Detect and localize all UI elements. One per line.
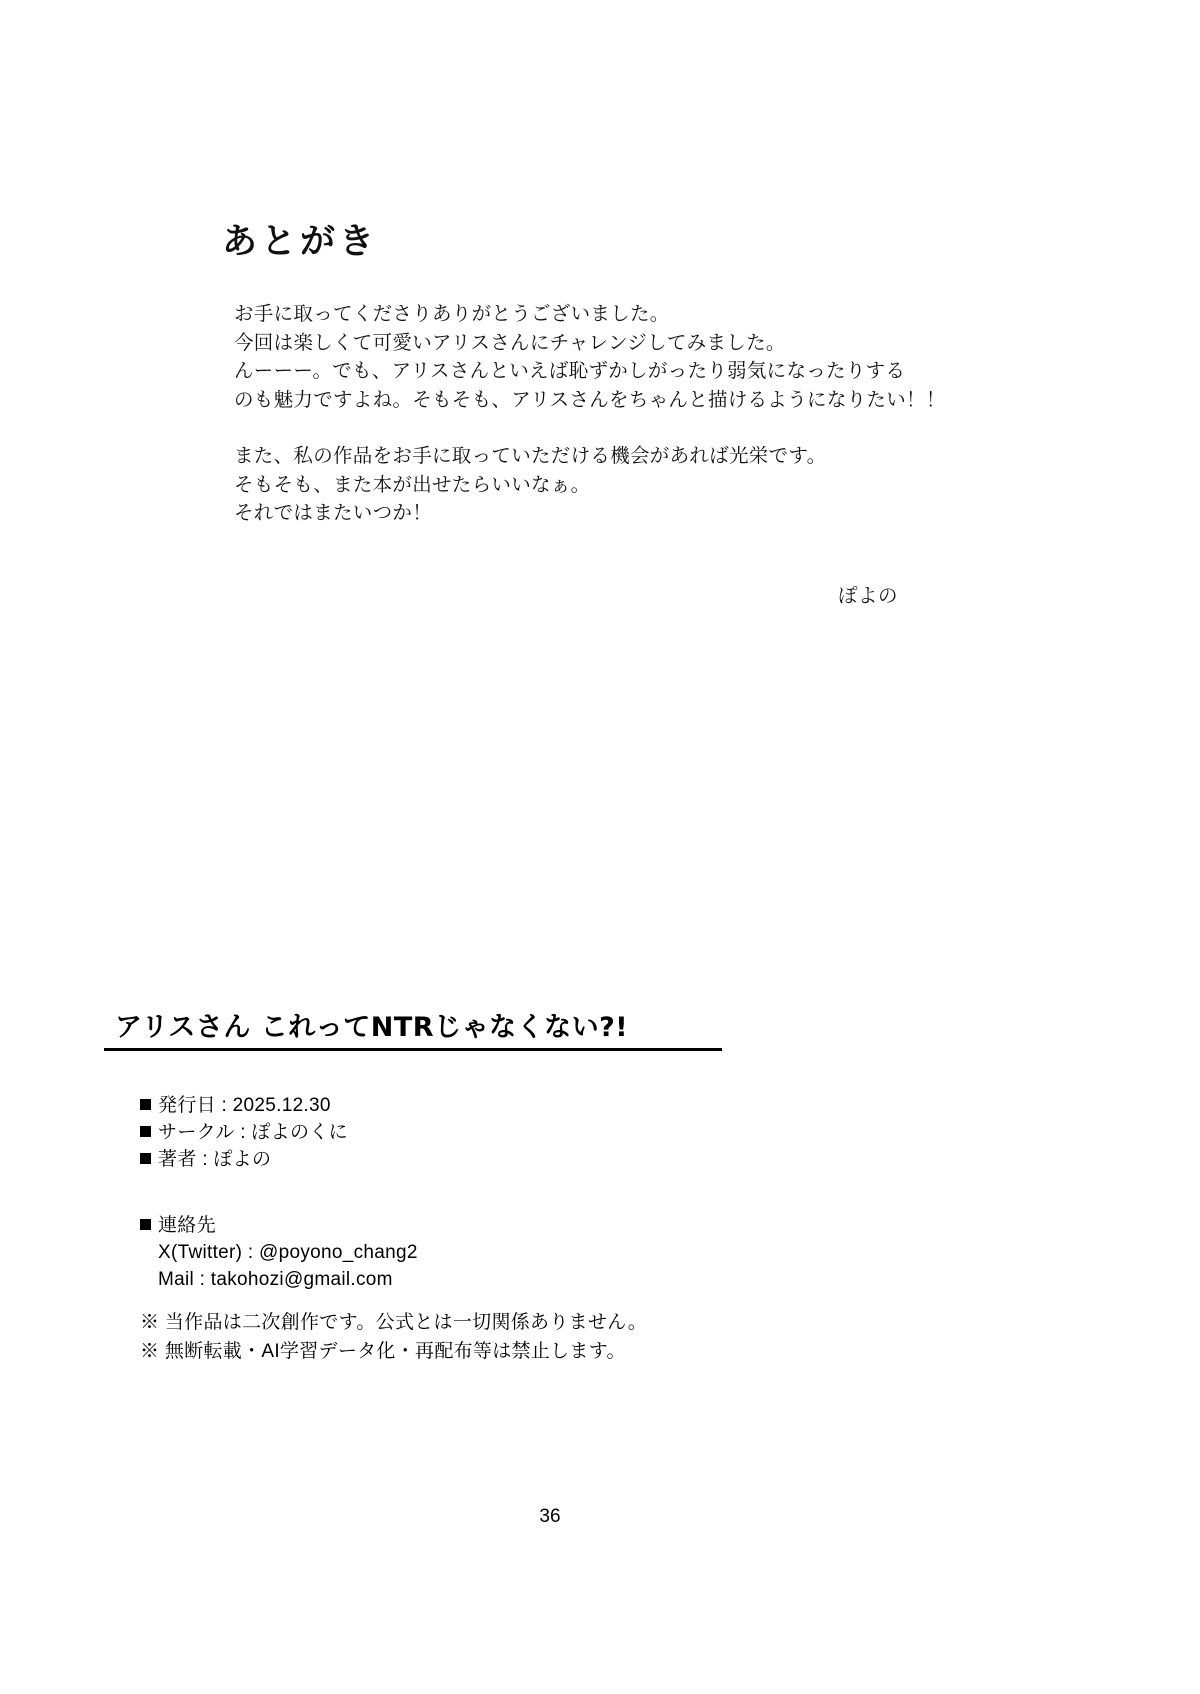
notes-block xyxy=(140,1308,647,1366)
colophon-info-label: 著者 xyxy=(158,1149,197,1170)
bullet-square-icon xyxy=(140,1153,151,1164)
afterword-line: のも魅力ですよね。そもそも、アリスさんをちゃんと描けるようになりたい！！ xyxy=(234,388,946,411)
colophon-info-list xyxy=(140,1092,348,1173)
colophon-info-separator: : xyxy=(234,1122,252,1143)
colophon-info-value: 2025.12.30 xyxy=(232,1095,331,1116)
note-line: ※ 当作品は二次創作です。公式とは一切関係ありません。 xyxy=(140,1312,648,1333)
afterword-line: それではまたいつか！ xyxy=(234,502,433,524)
contact-block xyxy=(140,1212,418,1293)
colophon-info-row xyxy=(140,1092,348,1119)
afterword-line: 今回は楽しくて可愛いアリスさんにチャレンジしてみました。 xyxy=(234,331,786,354)
colophon-info-row xyxy=(140,1119,348,1146)
afterword-body xyxy=(234,300,994,528)
contact-heading-row xyxy=(140,1212,418,1239)
afterword-line: また、私の作品をお手に取っていただける機会があれば光栄です。 xyxy=(234,445,827,467)
colophon-info-label: サークル xyxy=(158,1122,235,1143)
bullet-square-icon xyxy=(140,1099,151,1110)
colophon-info-separator: : xyxy=(215,1095,233,1116)
afterword-heading: あとがき xyxy=(222,222,379,262)
afterword-line: そもそも、また本が出せたらいいなぁ。 xyxy=(234,473,591,496)
colophon-info-label: 発行日 xyxy=(158,1095,216,1116)
note-line: ※ 無断転載・AI学習データ化・再配布等は禁止します。 xyxy=(140,1341,626,1362)
afterword-line: お手に取ってくださりありがとうございました。 xyxy=(234,303,670,325)
colophon-info-separator: : xyxy=(196,1149,214,1170)
author-signature: ぽよの xyxy=(838,585,899,607)
paragraph-spacer xyxy=(234,414,994,442)
page-number: 36 xyxy=(539,1506,561,1527)
colophon-info-value: ぽよの xyxy=(213,1149,272,1170)
bullet-square-icon xyxy=(140,1219,151,1230)
contact-twitter[interactable]: X(Twitter) : @poyono_chang2 xyxy=(158,1242,418,1263)
colophon-title: アリスさん これってNTRじゃなくない?! xyxy=(115,1012,629,1043)
afterword-line: んーーー。でも、アリスさんといえば恥ずかしがったり弱気になったりする xyxy=(234,360,906,382)
bullet-square-icon xyxy=(140,1126,151,1137)
contact-mail[interactable]: Mail : takohozi@gmail.com xyxy=(158,1269,393,1290)
colophon-divider xyxy=(104,1048,722,1051)
colophon-info-value: ぽよのくに xyxy=(251,1122,348,1143)
colophon-info-row xyxy=(140,1146,348,1173)
contact-heading: 連絡先 xyxy=(158,1215,216,1236)
